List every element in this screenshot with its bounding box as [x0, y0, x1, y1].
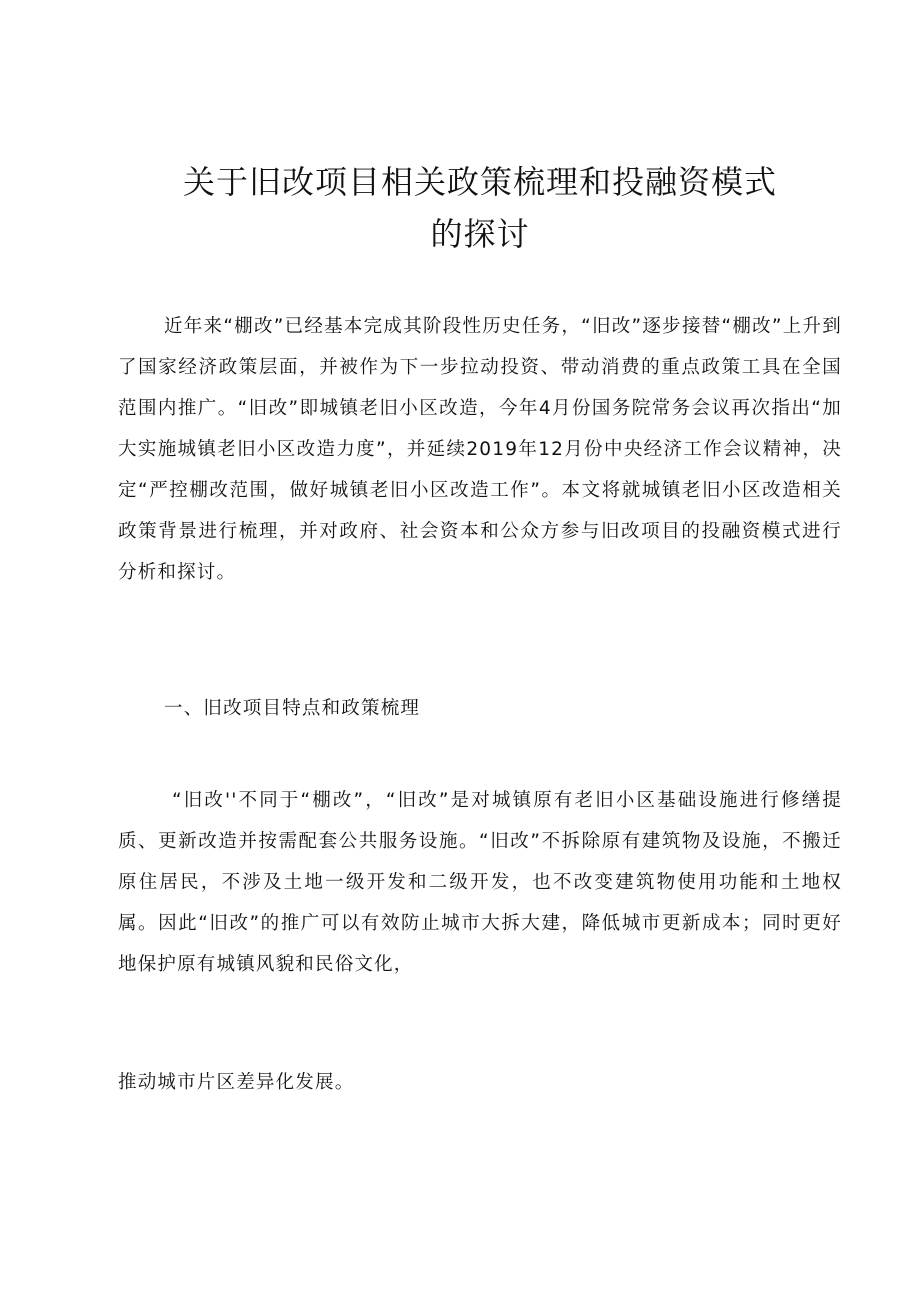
document-title-line-1: 关于旧改项目相关政策梳理和投融资模式 — [182, 163, 777, 201]
section-1-paragraph: “旧改''不同于“棚改”，“旧改”是对城镇原有老旧小区基础设施进行修缮提质、更新改造并按需配套公共服务设施。“旧改”不拆除原有建筑物及设施，不搬迁原住居民，不涉及土地一级开发和二级开发，也不改变建筑物使用功能和土地权属。因此“旧改”的推广可以有效防止城市大拆大建，降低城市更新成本；同时更好地保护原有城镇风貌和民俗文化， — [118, 790, 842, 975]
intro-paragraph: 近年来“棚改”已经基本完成其阶段性历史任务，“旧改”逐步接替“棚改”上升到了国家经济政策层面，并被作为下一步拉动投资、带动消费的重点政策工具在全国范围内推广。“旧改”即城镇老旧小区改造，今年4月份国务院常务会议再次指出“加大实施城镇老旧小区改造力度”，并延续2019年12月份中央经济工作会议精神，决定“严控棚改范围，做好城镇老旧小区改造工作”。本文将就城镇老旧小区改造相关政策背景进行梳理，并对政府、社会资本和公众方参与旧改项目的投融资模式进行分析和探讨。 — [118, 316, 842, 583]
section-heading-1: 一、旧改项目特点和政策梳理 — [164, 698, 421, 719]
document-title-line-2: 的探讨 — [430, 215, 530, 253]
section-1-paragraph-continued: 推动城市片区差异化发展。 — [118, 1072, 355, 1093]
